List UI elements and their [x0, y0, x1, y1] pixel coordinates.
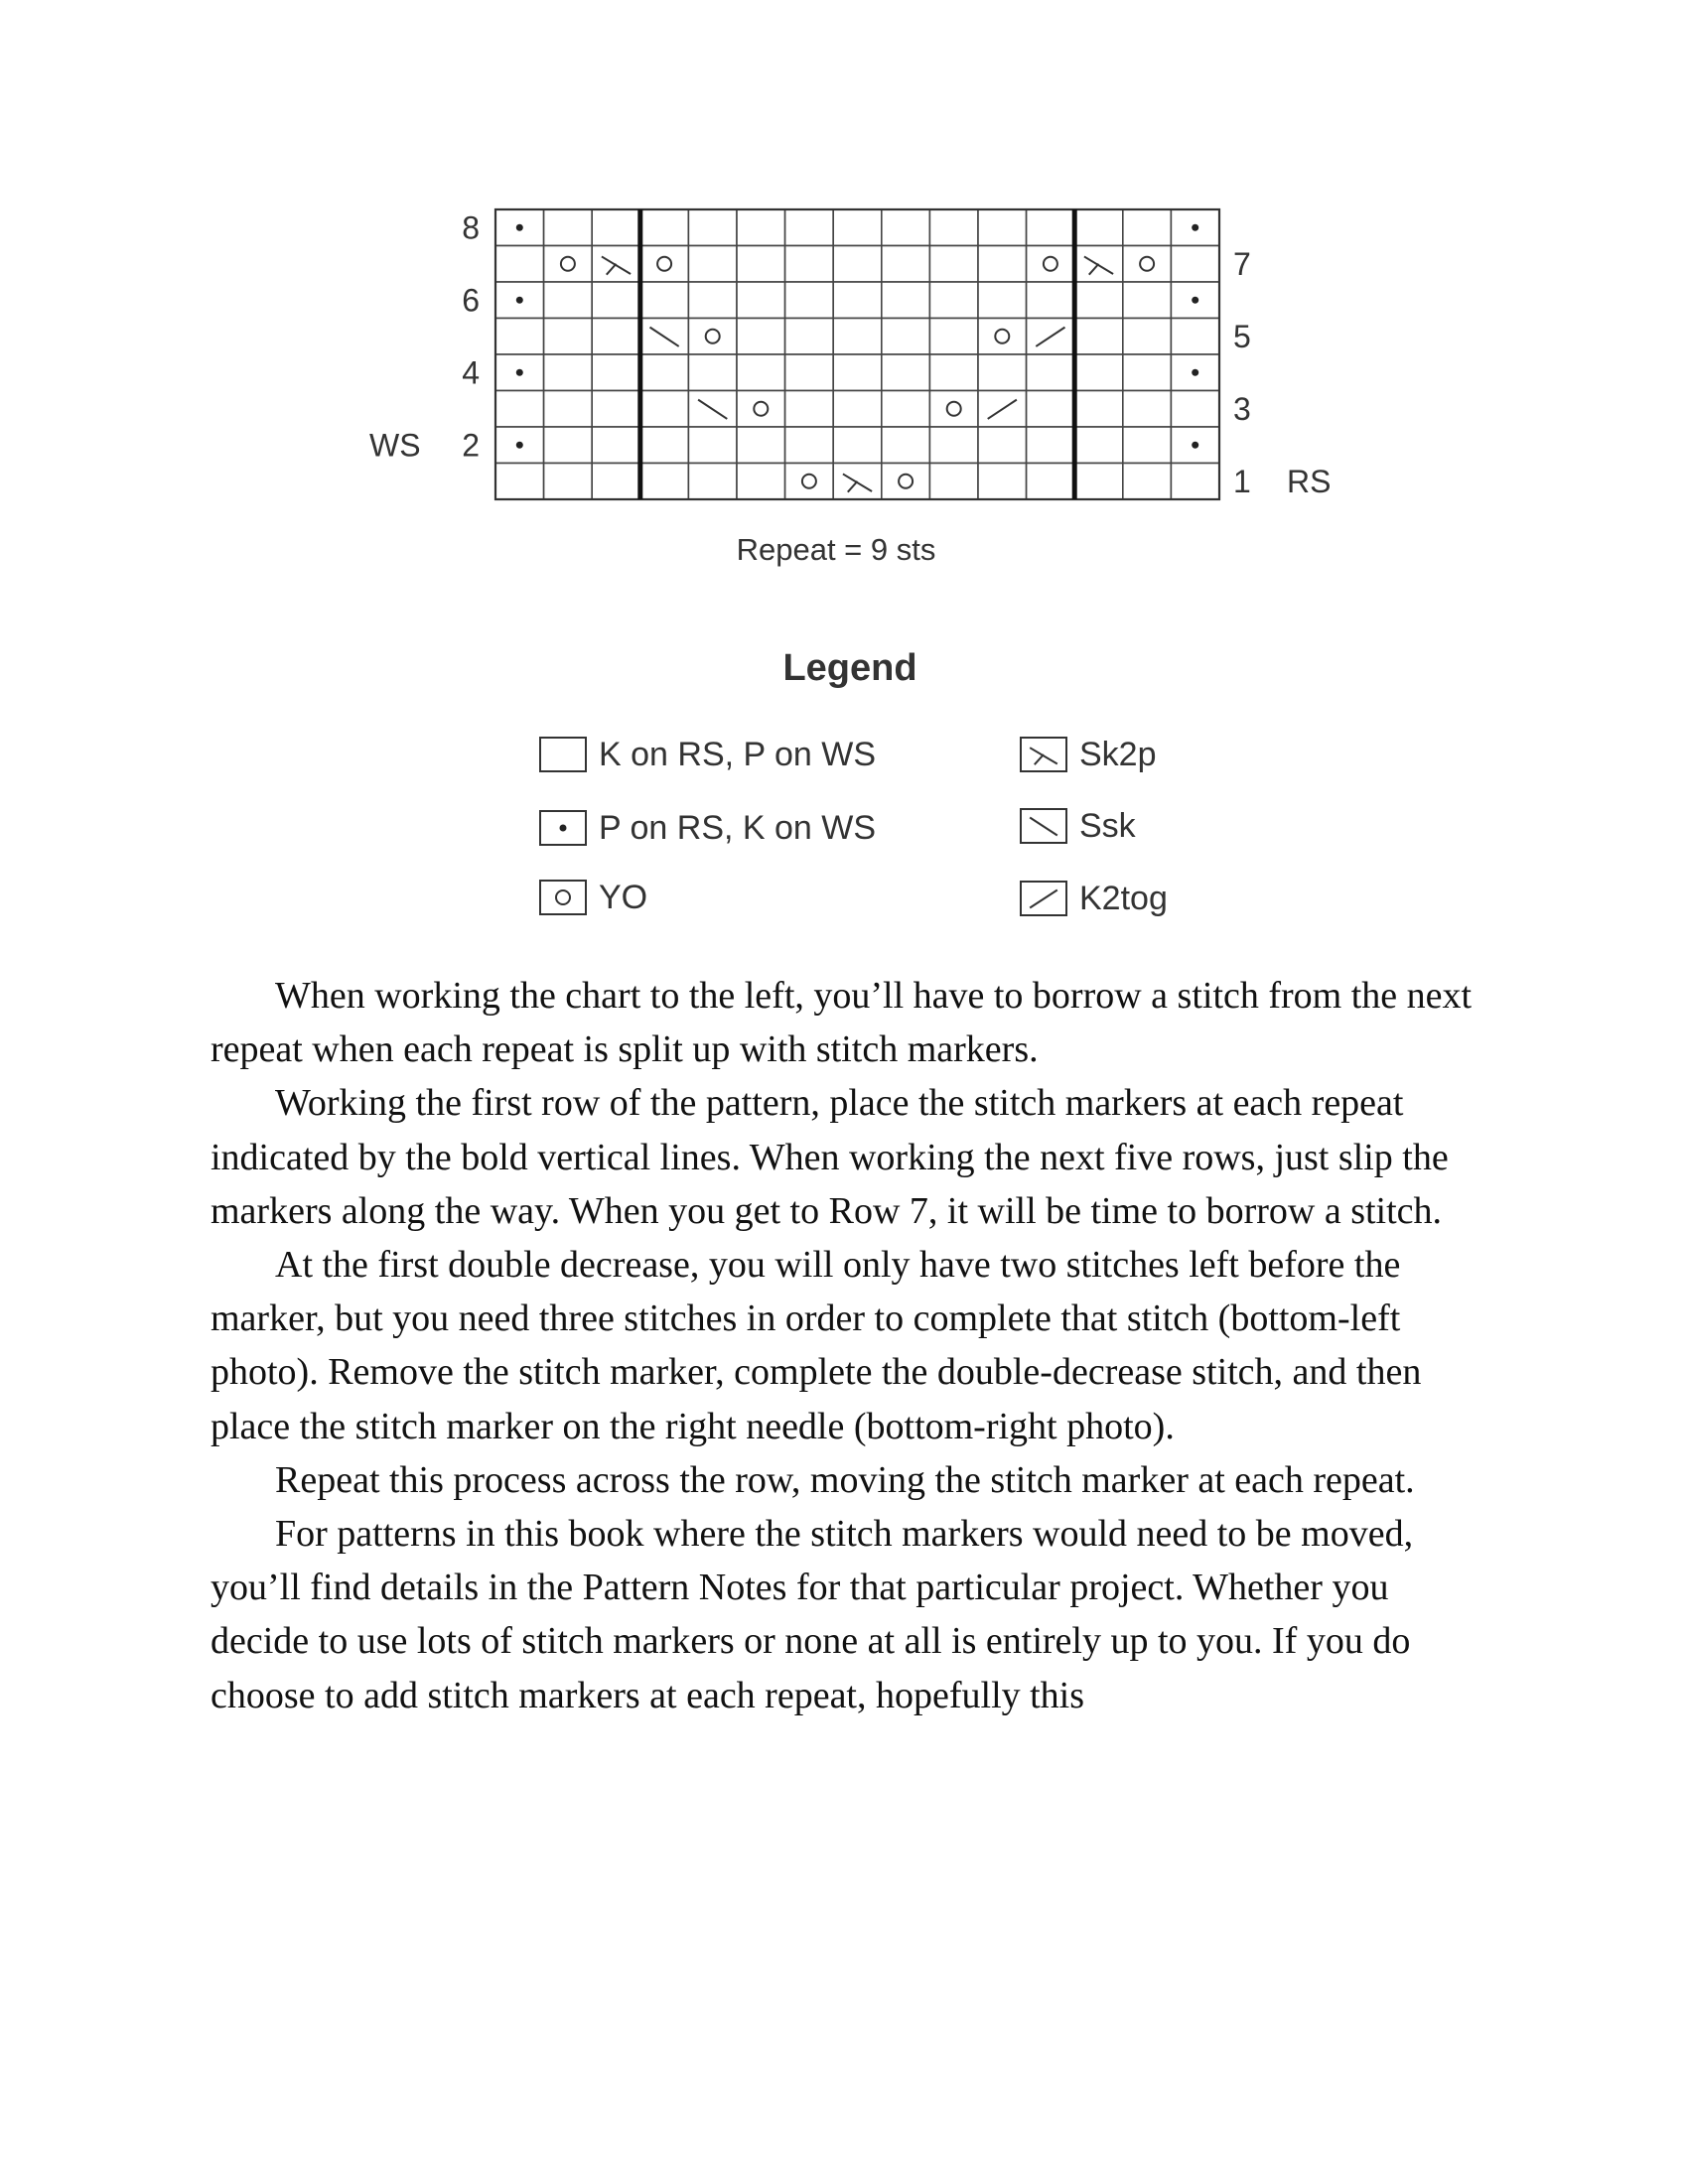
purl-dot-icon: [1192, 297, 1198, 304]
chart-cell: [929, 209, 978, 246]
chart-cell: [688, 354, 737, 391]
chart-cell: [1123, 246, 1172, 283]
chart-cell: [1171, 282, 1219, 319]
chart-cell: [640, 209, 689, 246]
chart-cell: [978, 209, 1027, 246]
chart-cell: [640, 319, 689, 355]
chart-cell: [882, 282, 930, 319]
chart-cell: [592, 464, 640, 500]
chart-cell: [1123, 427, 1172, 464]
chart-cell: [544, 282, 593, 319]
chart-cell: [495, 246, 544, 283]
chart-cell: [785, 354, 834, 391]
chart-cell: [495, 464, 544, 500]
legend-label: K on RS, P on WS: [599, 735, 877, 773]
chart-cell: [882, 246, 930, 283]
chart-cell: [833, 354, 882, 391]
chart-cell: [882, 209, 930, 246]
chart-cell: [882, 391, 930, 428]
chart-cell: [1027, 354, 1075, 391]
legend-item-k2tog: [1020, 877, 1168, 920]
chart-cell: [1123, 391, 1172, 428]
chart-cell: [833, 427, 882, 464]
chart-cell: [978, 282, 1027, 319]
chart-cell: [929, 391, 978, 428]
chart-cell: [1027, 464, 1075, 500]
chart-cell: [495, 427, 544, 464]
chart-grid: [0, 0, 1688, 615]
row-label-left: 2: [462, 427, 480, 464]
row-label-right: 3: [1233, 390, 1251, 427]
chart-cell: [1123, 354, 1172, 391]
chart-cell: [1171, 209, 1219, 246]
legend-label: K2tog: [1079, 879, 1168, 917]
chart-cell: [833, 319, 882, 355]
chart-cell: [737, 391, 785, 428]
chart-cell: [1171, 464, 1219, 500]
chart-cell: [688, 209, 737, 246]
chart-cell: [1171, 246, 1219, 283]
chart-cell: [688, 427, 737, 464]
chart-cell: [1027, 319, 1075, 355]
legend-label: Ssk: [1079, 806, 1136, 845]
chart-cell: [1171, 319, 1219, 355]
chart-cell: [1171, 391, 1219, 428]
legend-item-purl: [539, 806, 876, 850]
chart-cell: [1171, 427, 1219, 464]
row-label-right: 7: [1233, 245, 1251, 282]
chart-cell: [785, 427, 834, 464]
chart-cell: [1074, 319, 1123, 355]
purl-dot-icon: [516, 297, 523, 304]
k-symbol-icon: [539, 737, 587, 772]
chart-cell: [833, 246, 882, 283]
chart-cell: [544, 246, 593, 283]
legend-item-sk2p: [1020, 733, 1157, 776]
purl-dot-icon: [560, 825, 567, 832]
chart-cell: [592, 209, 640, 246]
chart-cell: [688, 391, 737, 428]
legend-item-k: [539, 733, 876, 776]
chart-cell: [544, 464, 593, 500]
chart-cell: [688, 464, 737, 500]
k2tog-symbol-icon: [1020, 881, 1067, 916]
chart-cell: [1123, 319, 1172, 355]
chart-cell: [978, 427, 1027, 464]
chart-cell: [978, 246, 1027, 283]
paragraph-3: At the first double decrease, you will only have two stitches left before the marker, but you need three stitches in order to complete that stitch (bottom-left photo). Remove the stitch marker, complete the double-decrease stitch, and then place the stitch marker on the right needle (bottom-right photo).: [211, 1244, 1422, 1447]
row-label-left: 6: [462, 282, 480, 319]
chart-cell: [592, 282, 640, 319]
chart-cell: [882, 319, 930, 355]
chart-cell: [785, 464, 834, 500]
legend-label: YO: [599, 878, 648, 916]
purl-dot-icon: [516, 369, 523, 376]
chart-cell: [833, 209, 882, 246]
chart-cell: [1074, 209, 1123, 246]
chart-cell: [737, 464, 785, 500]
chart-cell: [544, 209, 593, 246]
chart-cell: [592, 246, 640, 283]
chart-cell: [640, 427, 689, 464]
chart-cell: [929, 246, 978, 283]
chart-cell: [929, 282, 978, 319]
chart-cell: [495, 354, 544, 391]
legend-label: P on RS, K on WS: [599, 808, 877, 847]
chart-cell: [1027, 246, 1075, 283]
chart-cell: [929, 464, 978, 500]
chart-cell: [929, 354, 978, 391]
chart-cell: [1123, 282, 1172, 319]
chart-cell: [1074, 391, 1123, 428]
chart-cell: [978, 319, 1027, 355]
legend-title: Legend: [782, 647, 917, 689]
chart-cell: [688, 282, 737, 319]
chart-cell: [833, 464, 882, 500]
chart-cell: [640, 391, 689, 428]
chart-cell: [1027, 282, 1075, 319]
chart-cell: [495, 319, 544, 355]
purl-dot-icon: [1192, 442, 1198, 449]
legend-label: Sk2p: [1079, 735, 1157, 773]
chart-cell: [1074, 282, 1123, 319]
chart-cell: [929, 427, 978, 464]
paragraph-4: Repeat this process across the row, moving the stitch marker at each repeat.: [275, 1458, 1415, 1501]
chart-cell: [737, 246, 785, 283]
rs-label: RS: [1287, 463, 1332, 499]
chart-cell: [688, 319, 737, 355]
chart-cell: [544, 319, 593, 355]
sk2p-symbol-icon: [1020, 737, 1067, 772]
chart-cell: [882, 464, 930, 500]
row-label-left: 8: [462, 209, 480, 246]
chart-cell: [785, 246, 834, 283]
lace-chart: [0, 0, 1688, 615]
chart-cell: [495, 391, 544, 428]
ssk-symbol-icon: [1020, 808, 1067, 844]
purl-symbol-icon: [539, 810, 587, 846]
chart-cell: [495, 282, 544, 319]
row-label-left: 4: [462, 354, 480, 391]
chart-cell: [1027, 427, 1075, 464]
chart-cell: [929, 319, 978, 355]
repeat-caption: Repeat = 9 sts: [736, 532, 936, 567]
chart-cell: [640, 464, 689, 500]
chart-cell: [1074, 464, 1123, 500]
chart-cell: [1123, 209, 1172, 246]
chart-cell: [978, 354, 1027, 391]
chart-cell: [737, 354, 785, 391]
chart-cell: [1074, 354, 1123, 391]
legend: [0, 635, 1688, 933]
chart-cell: [1074, 246, 1123, 283]
purl-dot-icon: [1192, 369, 1198, 376]
chart-cell: [785, 209, 834, 246]
chart-cell: [833, 391, 882, 428]
paragraph-1: When working the chart to the left, you’ll have to borrow a stitch from the next repeat when each repeat is split up with stitch markers.: [211, 975, 1473, 1071]
chart-cell: [737, 209, 785, 246]
purl-dot-icon: [516, 224, 523, 231]
chart-cell: [1074, 427, 1123, 464]
legend-item-ssk: [1020, 804, 1136, 848]
chart-cell: [882, 354, 930, 391]
chart-cell: [737, 282, 785, 319]
chart-cell: [640, 282, 689, 319]
chart-cell: [1027, 209, 1075, 246]
purl-dot-icon: [516, 442, 523, 449]
chart-cell: [592, 319, 640, 355]
chart-cell: [688, 246, 737, 283]
chart-cell: [592, 391, 640, 428]
paragraph-2: Working the first row of the pattern, place the stitch markers at each repeat indicated by the bold vertical lines. When working the next five rows, just slip the markers along the way. When you get to Row 7, it will be time to borrow a stitch.: [211, 1082, 1449, 1232]
chart-cell: [544, 354, 593, 391]
purl-dot-icon: [1192, 224, 1198, 231]
chart-cell: [833, 282, 882, 319]
chart-cell: [978, 391, 1027, 428]
paragraph-5: For patterns in this book where the stitch markers would need to be moved, you’ll find details in the Pattern Notes for that particular project. Whether you decide to use lots of stitch markers or none at all is entirely up to you. If you do choose to add stitch markers at each repeat, hopefully this: [211, 1513, 1414, 1716]
row-label-right: 5: [1233, 318, 1251, 354]
row-label-right: 1: [1233, 463, 1251, 499]
chart-cell: [785, 391, 834, 428]
chart-cell: [640, 246, 689, 283]
chart-cell: [544, 391, 593, 428]
chart-cell: [1123, 464, 1172, 500]
chart-cell: [1171, 354, 1219, 391]
chart-cell: [592, 427, 640, 464]
yo-symbol-icon: [539, 880, 587, 915]
body-text: [211, 969, 1481, 1722]
chart-cell: [785, 319, 834, 355]
chart-cell: [544, 427, 593, 464]
chart-cell: [1027, 391, 1075, 428]
legend-item-yo: [539, 876, 647, 919]
chart-cell: [785, 282, 834, 319]
ws-label: WS: [369, 427, 421, 464]
chart-cell: [737, 319, 785, 355]
chart-cell: [592, 354, 640, 391]
chart-cell: [978, 464, 1027, 500]
chart-cell: [495, 209, 544, 246]
chart-cell: [882, 427, 930, 464]
chart-cell: [640, 354, 689, 391]
chart-cell: [737, 427, 785, 464]
